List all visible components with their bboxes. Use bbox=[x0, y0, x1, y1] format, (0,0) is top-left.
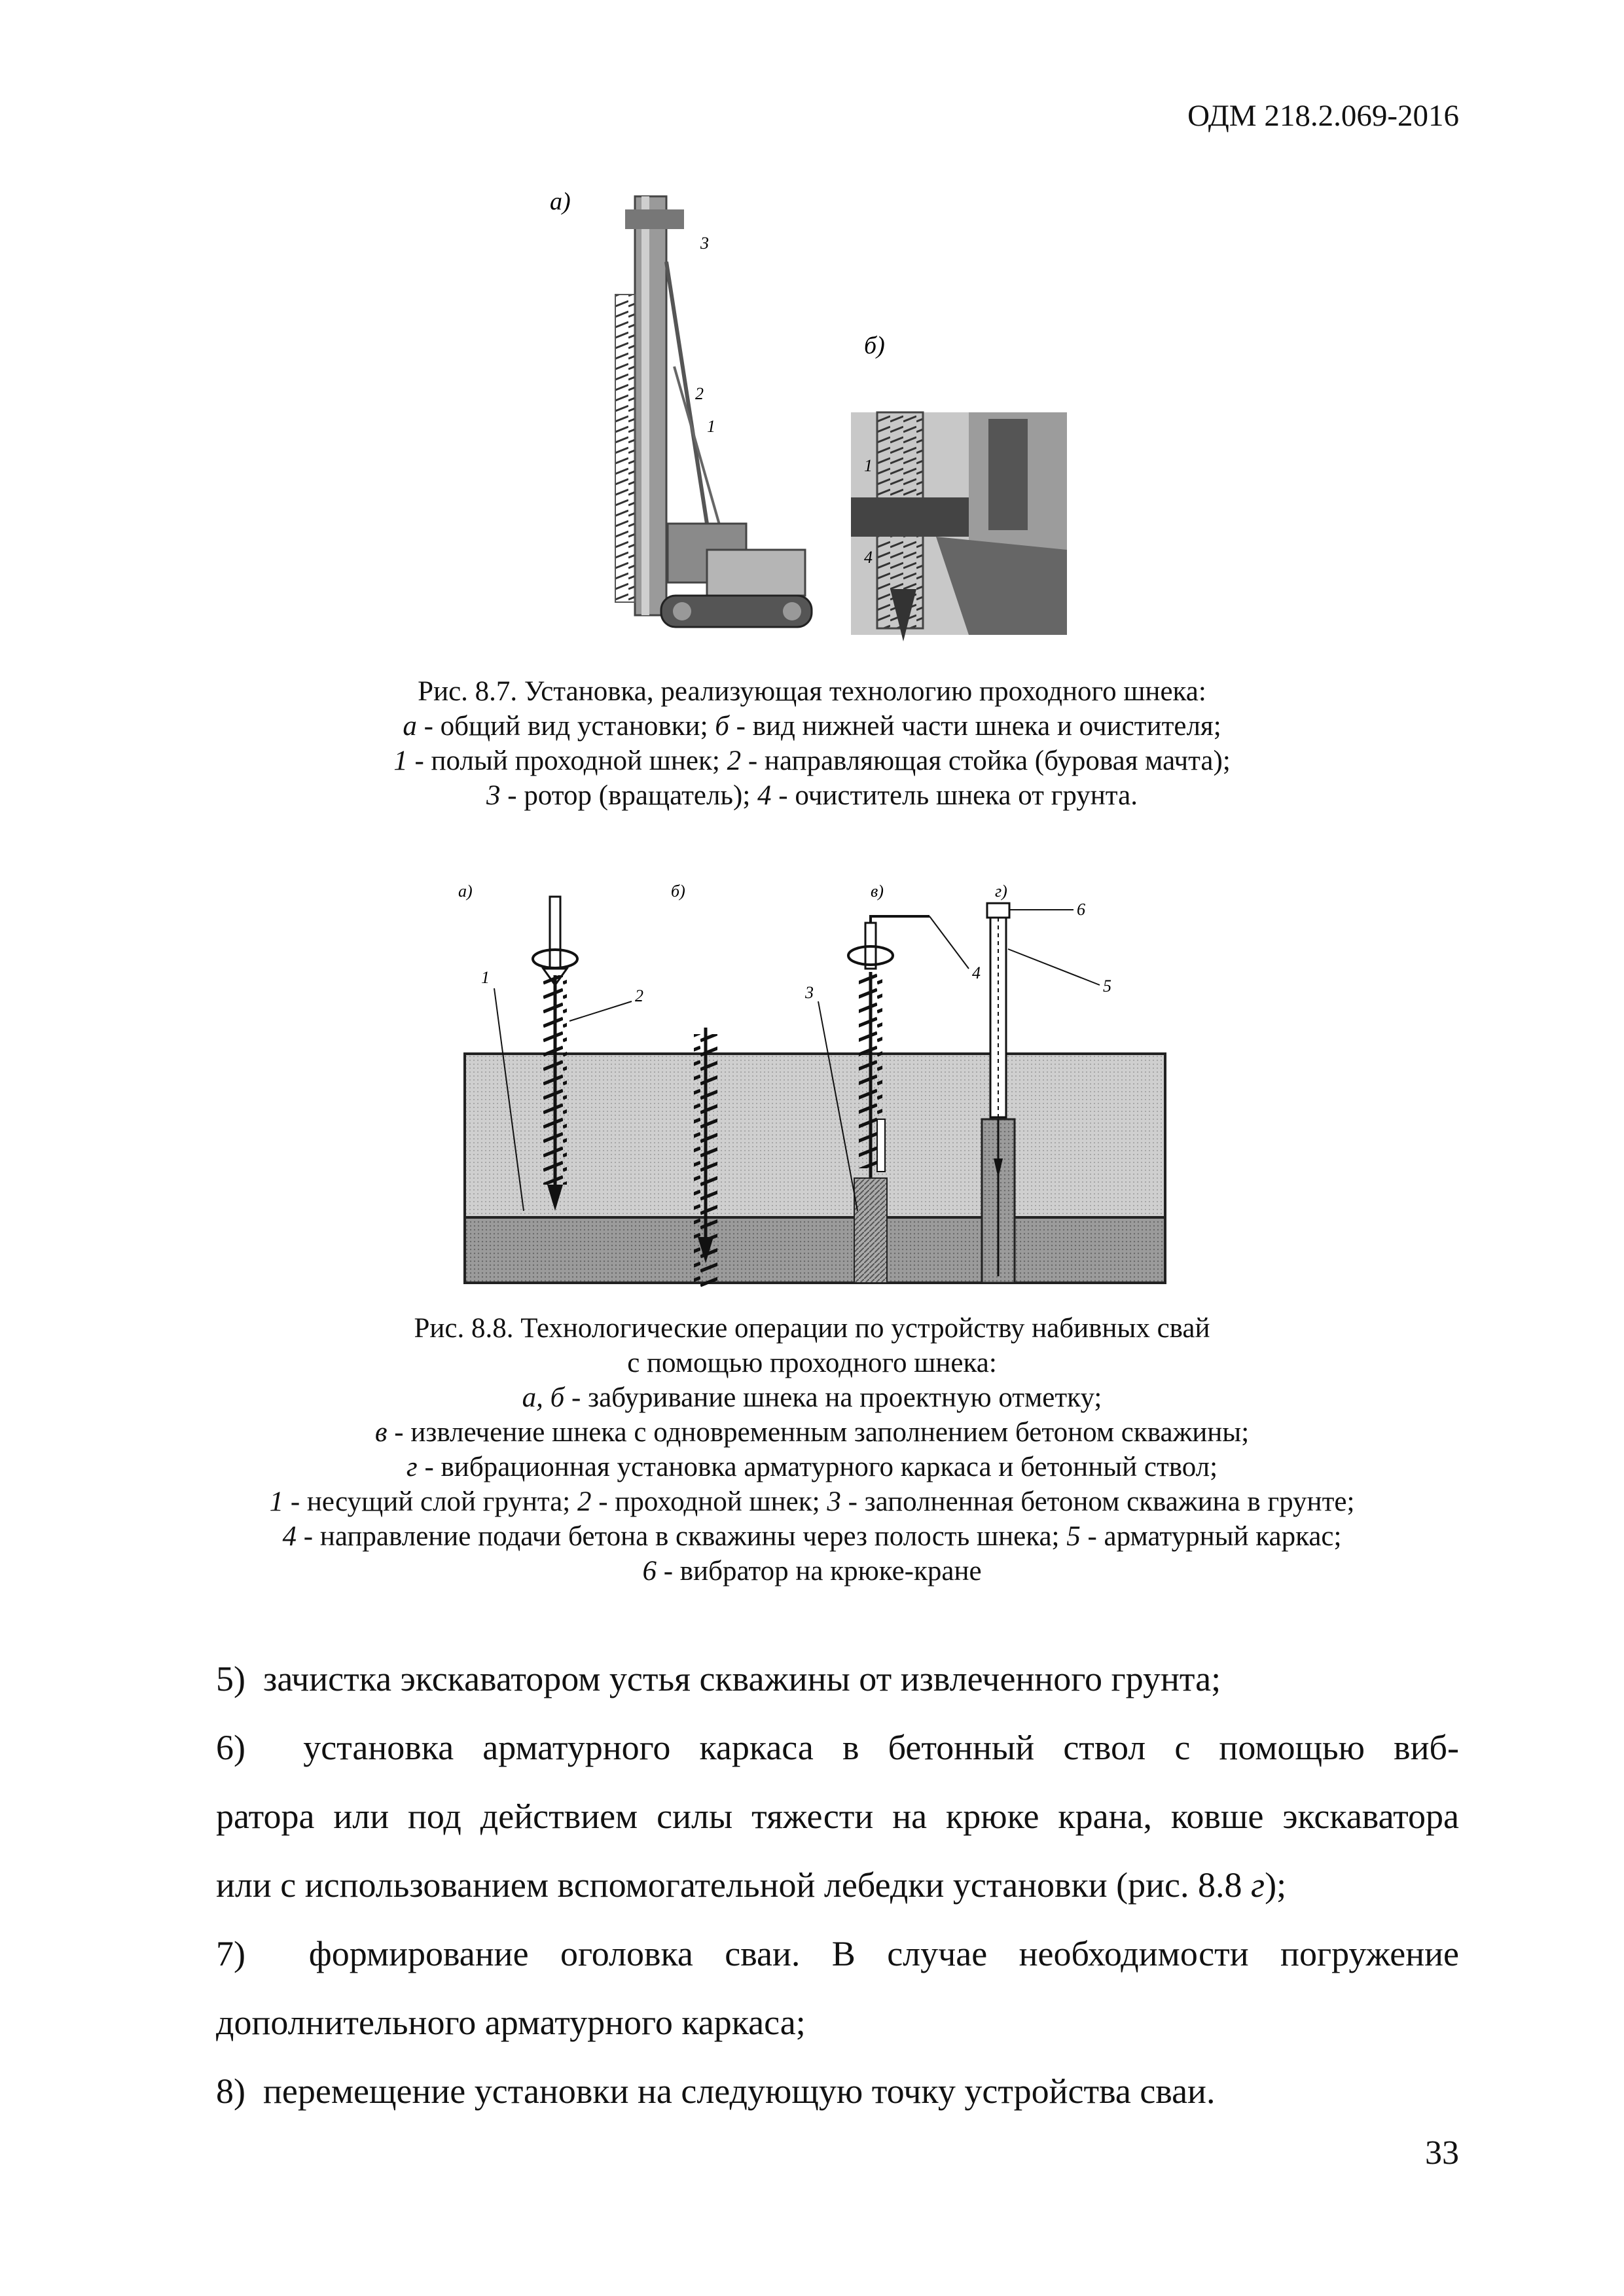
document-code: ОДМ 218.2.069-2016 bbox=[1187, 99, 1459, 133]
caption-text: - арматурный каркас; bbox=[1080, 1521, 1342, 1552]
figure-8-8-diagram bbox=[445, 870, 1191, 1289]
soil-upper-layer bbox=[465, 1054, 1165, 1217]
caption-text: - извлечение шнека с одновременным заполнением бетоном скважины; bbox=[387, 1417, 1250, 1448]
caption-ref-ab: а, б bbox=[522, 1382, 565, 1413]
callout-b-1: 1 bbox=[864, 456, 873, 475]
paragraph-line: дополнительного арматурного каркаса; bbox=[216, 2003, 806, 2042]
figure-8-7-caption bbox=[118, 674, 1506, 813]
caption-ref-1: 1 bbox=[269, 1486, 284, 1517]
paragraph-line bbox=[216, 1849, 1286, 1921]
caption-ref-4: 4 bbox=[757, 780, 772, 811]
caption-text: - несущий слой грунта; bbox=[283, 1486, 577, 1517]
caption-ref-g: г bbox=[406, 1452, 418, 1482]
caption-ref-6: 6 bbox=[642, 1556, 657, 1587]
page-number: 33 bbox=[1425, 2134, 1459, 2172]
auger-stage-b bbox=[694, 1028, 717, 1289]
caption-text: - направляющая стойка (буровая мачта); bbox=[741, 745, 1231, 776]
stage-label-b: б) bbox=[671, 882, 685, 901]
soil-bearing-layer bbox=[465, 1217, 1165, 1283]
paragraph-text: или с использованием вспомогательной лебедки установки (рис. 8.8 bbox=[216, 1865, 1252, 1905]
stage-label-a: а) bbox=[458, 882, 473, 901]
caption-text: - очиститель шнека от грунта. bbox=[771, 780, 1138, 811]
caption-ref-3: 3 bbox=[486, 780, 501, 811]
figure-ref: г bbox=[1251, 1865, 1265, 1905]
panel-b-label: б) bbox=[864, 332, 885, 359]
caption-ref-4: 4 bbox=[282, 1521, 297, 1552]
figure-8-8-caption bbox=[118, 1311, 1506, 1588]
callout-6: 6 bbox=[1077, 900, 1085, 919]
drilling-rig-image bbox=[615, 196, 812, 627]
caption-ref-a: а bbox=[403, 711, 417, 742]
caption-text: - вид нижней части шнека и очистителя; bbox=[729, 711, 1221, 742]
callout-a-1: 1 bbox=[707, 417, 715, 436]
caption-text: - ротор (вращатель); bbox=[500, 780, 758, 811]
caption-text: - вибрационная установка арматурного каркаса и бетонный ствол; bbox=[417, 1452, 1218, 1482]
list-item-step-5: 5) зачистка экскаватором устья скважины от извлеченного грунта; bbox=[216, 1659, 1221, 1698]
caption-text: - общий вид установки; bbox=[416, 711, 715, 742]
caption-title: Рис. 8.8. Технологические операции по устройству набивных свай bbox=[414, 1313, 1210, 1344]
caption-ref-b: б bbox=[715, 711, 729, 742]
callout-4: 4 bbox=[972, 963, 981, 982]
list-item-step-8: 8) перемещение установки на следующую точку устройства сваи. bbox=[216, 2072, 1216, 2111]
caption-ref-5: 5 bbox=[1066, 1521, 1081, 1552]
callout-5: 5 bbox=[1103, 977, 1111, 996]
stage-label-v: в) bbox=[871, 882, 884, 901]
caption-ref-2: 2 bbox=[577, 1486, 592, 1517]
caption-text: - забуривание шнека на проектную отметку; bbox=[564, 1382, 1102, 1413]
callout-2: 2 bbox=[635, 986, 643, 1005]
caption-text: - направление подачи бетона в скважины через полость шнека; bbox=[297, 1521, 1067, 1552]
list-item-step-7: 7) формирование оголовка сваи. В случае необходимости погружение bbox=[216, 1934, 1459, 1973]
caption-text: - вибратор на крюке-кране bbox=[656, 1556, 982, 1587]
caption-text: - заполненная бетоном скважина в грунте; bbox=[840, 1486, 1355, 1517]
callout-1: 1 bbox=[481, 968, 490, 987]
caption-ref-2: 2 bbox=[727, 745, 742, 776]
list-item-step-6: 6) установка арматурного каркаса в бетонный ствол с помощью виб- bbox=[216, 1728, 1459, 1767]
auger-bottom-image bbox=[851, 412, 1067, 641]
caption-title-cont: с помощью проходного шнека: bbox=[627, 1348, 997, 1378]
figure-8-7-illustration bbox=[511, 183, 1100, 655]
callout-a-2: 2 bbox=[695, 384, 704, 403]
caption-ref-3: 3 bbox=[827, 1486, 841, 1517]
paragraph-text: ); bbox=[1265, 1865, 1287, 1905]
callout-a-3: 3 bbox=[700, 234, 709, 253]
callout-b-4: 4 bbox=[864, 548, 873, 567]
stage-label-g: г) bbox=[995, 882, 1007, 901]
caption-ref-1: 1 bbox=[393, 745, 408, 776]
callout-3: 3 bbox=[805, 983, 814, 1002]
caption-title: Рис. 8.7. Установка, реализующая технологию проходного шнека: bbox=[418, 676, 1206, 707]
caption-text: - проходной шнек; bbox=[591, 1486, 827, 1517]
paragraph-line: ратора или под действием силы тяжести на крюке крана, ковше экскаватора bbox=[216, 1797, 1459, 1836]
caption-text: - полый проходной шнек; bbox=[407, 745, 727, 776]
panel-a-label: а) bbox=[550, 188, 571, 215]
caption-ref-v: в bbox=[374, 1417, 388, 1448]
